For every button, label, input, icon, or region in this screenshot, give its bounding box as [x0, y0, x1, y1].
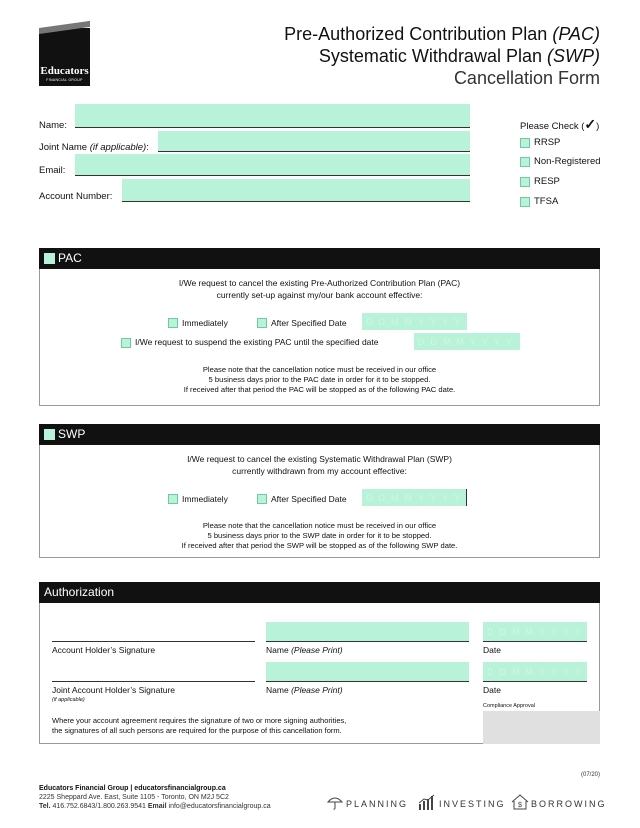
pac-suspend-date-field[interactable] [414, 333, 520, 350]
date-placeholder-char: Y [442, 316, 449, 327]
non-registered-label: Non-Registered [534, 156, 601, 167]
date-placeholder-char: Y [430, 492, 437, 503]
title-line-2: Systematic Withdrawal Plan (SWP) [318, 46, 600, 66]
date-placeholder-char: Y [454, 316, 461, 327]
holder-signature-line[interactable] [52, 641, 255, 642]
check-mark-icon: ✓ [584, 116, 597, 132]
joint-signature-note: (if applicable) [52, 697, 85, 703]
date-placeholder-char: Y [482, 336, 489, 347]
tagline-borrowing: BORROWING [531, 799, 607, 809]
holder-date-label: Date [483, 645, 501, 655]
pac-note-2: 5 business days prior to the PAC date in order for it to be stopped. [208, 375, 431, 384]
logo [39, 28, 90, 86]
compliance-approval-box [483, 711, 600, 744]
date-placeholder-char: M [525, 666, 533, 677]
swp-note-2: 5 business days prior to the SWP date in order for it to be stopped. [207, 531, 432, 540]
joint-name-field[interactable] [158, 131, 470, 152]
swp-request-line-2: currently withdrawn from my account effective: [232, 466, 407, 476]
joint-signature-label: Joint Account Holder’s Signature [52, 685, 176, 695]
holder-date-field[interactable] [483, 622, 587, 642]
date-placeholder-char: M [512, 626, 520, 637]
date-placeholder-char: D [366, 316, 373, 327]
swp-after-date-checkbox[interactable] [257, 494, 267, 504]
tfsa-label: TFSA [534, 196, 559, 207]
date-placeholder-char: D [430, 336, 437, 347]
date-placeholder-char: Y [418, 316, 425, 327]
non-registered-checkbox[interactable] [520, 157, 530, 167]
logo-name: Educators [40, 65, 89, 77]
date-placeholder-char: Y [454, 492, 461, 503]
pac-header [39, 248, 600, 269]
date-placeholder-char: M [404, 492, 412, 503]
title-line-1: Pre-Authorized Contribution Plan (PAC) [284, 24, 600, 44]
date-placeholder-char: Y [575, 666, 582, 677]
date-placeholder-char: Y [470, 336, 477, 347]
date-placeholder-char: Y [418, 492, 425, 503]
date-placeholder-char: D [487, 666, 494, 677]
pac-after-date-label: After Specified Date [271, 318, 347, 328]
date-placeholder-char: M [525, 626, 533, 637]
joint-date-label: Date [483, 685, 501, 695]
footer-address: 2225 Sheppard Ave. East, Suite 1105 - Toronto, ON M2J 5C2 [39, 794, 229, 801]
swp-note-3: If received after that period the SWP will be stopped as of the following SWP date. [181, 541, 458, 550]
holder-name-label: Name (Please Print) [266, 645, 343, 655]
date-placeholder-char: M [391, 492, 399, 503]
date-placeholder-char: D [366, 492, 373, 503]
tagline-planning: PLANNING [346, 799, 409, 809]
swp-immediately-label: Immediately [182, 494, 228, 504]
date-placeholder-char: M [456, 336, 464, 347]
account-number-label: Account Number: [39, 191, 113, 202]
footer-company: Educators Financial Group | educatorsfinancialgroup.ca [39, 785, 226, 792]
date-placeholder-char: D [378, 316, 385, 327]
authorization-header [39, 582, 600, 603]
date-placeholder-char: M [443, 336, 451, 347]
date-placeholder-char: Y [539, 666, 546, 677]
pac-suspend-checkbox[interactable] [121, 338, 131, 348]
date-placeholder-char: M [404, 316, 412, 327]
pac-after-date-checkbox[interactable] [257, 318, 267, 328]
joint-date-field[interactable] [483, 662, 587, 682]
name-label: Name: [39, 120, 67, 131]
pac-title: PAC [58, 251, 82, 265]
please-check-heading: Please Check (✓) [520, 116, 600, 132]
date-placeholder-char: Y [551, 666, 558, 677]
date-placeholder-char: D [487, 626, 494, 637]
rrsp-label: RRSP [534, 137, 561, 148]
date-placeholder-char: Y [575, 626, 582, 637]
pac-checkbox[interactable] [44, 253, 55, 264]
resp-checkbox[interactable] [520, 177, 530, 187]
date-placeholder-char: Y [551, 626, 558, 637]
pac-immediately-label: Immediately [182, 318, 228, 328]
swp-checkbox[interactable] [44, 429, 55, 440]
date-placeholder-char: M [512, 666, 520, 677]
date-placeholder-char: Y [506, 336, 513, 347]
joint-signature-line[interactable] [52, 681, 255, 682]
date-placeholder-char: D [378, 492, 385, 503]
house-icon [511, 794, 529, 810]
authorization-footer-2: the signatures of all such persons are required for the purpose of this cancellation form. [52, 726, 342, 735]
date-placeholder-char: Y [494, 336, 501, 347]
footer-contact: Tel. 416.752.6843/1.800.263.9541 Email info@educatorsfinancialgroup.ca [39, 803, 271, 810]
version-label: (07/20) [580, 772, 600, 778]
bar-chart-icon [418, 794, 436, 810]
rrsp-checkbox[interactable] [520, 138, 530, 148]
pac-request-line-1: I/We request to cancel the existing Pre-Authorized Contribution Plan (PAC) [178, 278, 461, 288]
date-placeholder-char: Y [430, 316, 437, 327]
joint-name-print-field[interactable] [266, 662, 469, 682]
tfsa-checkbox[interactable] [520, 197, 530, 207]
swp-header [39, 424, 600, 445]
resp-label: RESP [534, 176, 560, 187]
email-label: Email: [39, 165, 66, 176]
svg-text:$: $ [518, 802, 522, 809]
pac-immediately-checkbox[interactable] [168, 318, 178, 328]
date-placeholder-char: D [418, 336, 425, 347]
pac-date-field[interactable] [362, 313, 467, 330]
date-placeholder-char: Y [442, 492, 449, 503]
pac-request-line-2: currently set-up against my/our bank account effective: [216, 290, 423, 300]
swp-date-field[interactable] [362, 489, 467, 506]
pac-suspend-label: I/We request to suspend the existing PAC until the specified date [135, 337, 379, 347]
joint-name-label: Joint Name (if applicable): [39, 142, 149, 153]
title-line-3: Cancellation Form [453, 68, 600, 88]
swp-title: SWP [58, 427, 86, 441]
date-placeholder-char: Y [539, 626, 546, 637]
authorization-title: Authorization [44, 585, 115, 599]
name-field[interactable] [75, 104, 470, 128]
date-placeholder-char: D [499, 666, 506, 677]
joint-name-print-label: Name (Please Print) [266, 685, 343, 695]
pac-note-3: If received after that period the PAC will be stopped as of the following PAC date. [183, 385, 456, 394]
pac-note-1: Please note that the cancellation notice must be received in our office [202, 365, 437, 374]
swp-after-date-label: After Specified Date [271, 494, 347, 504]
logo-subtitle: FINANCIAL GROUP [46, 78, 83, 82]
swp-note-1: Please note that the cancellation notice must be received in our office [202, 521, 437, 530]
date-placeholder-char: D [499, 626, 506, 637]
email-field[interactable] [75, 154, 470, 176]
tagline-investing: INVESTING [439, 799, 506, 809]
umbrella-icon [327, 794, 343, 810]
compliance-approval-label: Compliance Approval [483, 703, 535, 709]
date-placeholder-char: Y [563, 666, 570, 677]
account-number-field[interactable] [122, 179, 470, 202]
date-placeholder-char: Y [563, 626, 570, 637]
holder-name-field[interactable] [266, 622, 469, 642]
holder-signature-label: Account Holder’s Signature [52, 645, 156, 655]
swp-immediately-checkbox[interactable] [168, 494, 178, 504]
swp-request-line-1: I/We request to cancel the existing Systematic Withdrawal Plan (SWP) [187, 454, 452, 464]
date-placeholder-char: M [391, 316, 399, 327]
authorization-footer-1: Where your account agreement requires the signature of two or more signing authorities, [52, 716, 347, 725]
